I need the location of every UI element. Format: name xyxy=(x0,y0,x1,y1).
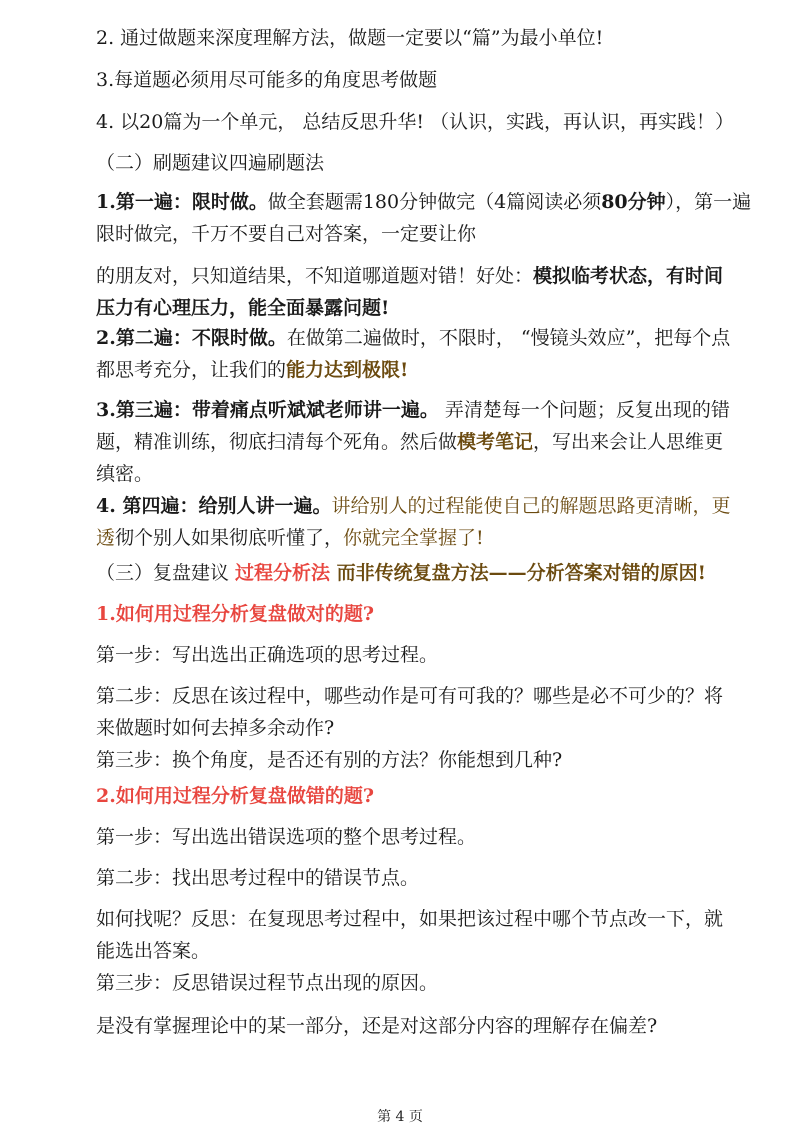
pass-3-text: 弄清楚每一个问题；反复出现的错 xyxy=(438,399,730,421)
pass-1-text-end: ），第一遍 xyxy=(665,191,752,213)
q2-step-3: 第三步：反思错误过程节点出现的原因。 xyxy=(96,972,439,994)
section-heading-2: （二）刷题建议四遍刷题法 xyxy=(96,152,325,174)
heading-3-prefix: （三）复盘建议 xyxy=(96,562,236,584)
pass-3-title: 3.第三遍：带着痛点听斌斌老师讲一遍。 xyxy=(96,399,439,421)
pass-1-text: 做全套题需180分钟做完（4篇阅读必须 xyxy=(267,191,602,213)
pass-3-text-3: ，写出来会让人思维更缜 xyxy=(96,431,724,485)
pass-1-title: 1.第一遍：限时做。 xyxy=(96,191,268,213)
pass-3-text-2: 题，精准训练，彻底扫清每个死角。然后做 xyxy=(96,431,458,453)
q2-step-2: 第二步：找出思考过程中的错误节点。 xyxy=(96,867,420,889)
pass-2-highlight: 能力达到极限! xyxy=(286,359,409,381)
pass-1-benefit-bold: 模拟临考状态，有时间压 xyxy=(96,265,724,319)
pass-3-text-4: 密。 xyxy=(115,463,154,485)
section-heading-3 xyxy=(96,557,736,589)
pass-1-benefit xyxy=(96,260,736,324)
q2-reason: 是没有掌握理论中的某一部分，还是对这部分内容的理解存在偏差? xyxy=(96,1015,658,1037)
pass-1-line-2: 限时做完，千万不要自己对答案，一定要让你 xyxy=(96,223,477,245)
pass-2-text: 在做第二遍做时，不限时， “慢镜头效应”，把每个点 xyxy=(286,327,731,349)
pass-3 xyxy=(96,394,736,490)
page-number: 第 4 页 xyxy=(377,1109,423,1125)
pass-4-text: 讲给别人的过程能使自己的解题思路更清晰，更透 xyxy=(96,495,731,549)
heading-3-rest: 而非传统复盘方法——分析答案对错的原因! xyxy=(330,562,707,584)
q2-how: 如何找呢？反思：在复现思考过程中，如果把该过程中哪个节点改一下，就能选出答案。 xyxy=(96,908,724,962)
pass-3-highlight: 模考笔记 xyxy=(457,431,534,453)
q1-step-1: 第一步：写出选出正确选项的思考过程。 xyxy=(96,644,439,666)
q1-step-2: 第二步：反思在该过程中，哪些动作是可有可我的？哪些是必不可少的？将来做题时如何去掉多余动作? xyxy=(96,685,724,739)
pass-4-highlight: 你就完全掌握了! xyxy=(343,527,484,549)
pass-2 xyxy=(96,322,736,386)
q2-step-1: 第一步：写出选出错误选项的整个思考过程。 xyxy=(96,826,477,848)
pass-4-text-2: 彻个别人如果彻底听懂了， xyxy=(115,527,344,549)
line-4: 4. 以20篇为一个单元， 总结反思升华! （认识，实践，再认识，再实践！） xyxy=(96,111,735,133)
pass-4-title: 4. 第四遍：给别人讲一遍。 xyxy=(96,495,332,517)
pass-2-title: 2.第二遍：不限时做。 xyxy=(96,327,287,349)
pass-1-benefit-bold-2: 力有心理压力，能全面暴露问题! xyxy=(115,297,390,319)
line-3: 3.每道题必须用尽可能多的角度思考做题 xyxy=(96,69,438,91)
q1-step-3: 第三步：换个角度，是否还有别的方法？你能想到几种? xyxy=(96,749,563,771)
pass-1-time: 80分钟 xyxy=(601,191,666,213)
pass-2-text-2: 都思考充分，让我们的 xyxy=(96,359,287,381)
pass-1-line-1 xyxy=(96,186,752,218)
heading-3-highlight: 过程分析法 xyxy=(235,562,331,584)
line-2: 2. 通过做题来深度理解方法，做题一定要以“篇”为最小单位! xyxy=(96,27,604,49)
pass-1-benefit-text: 的朋友对，只知道结果，不知道哪道题对错！好处： xyxy=(96,265,534,287)
question-2: 2.如何用过程分析复盘做错的题? xyxy=(96,785,374,807)
pass-4 xyxy=(96,490,736,554)
question-1: 1.如何用过程分析复盘做对的题? xyxy=(96,603,374,625)
